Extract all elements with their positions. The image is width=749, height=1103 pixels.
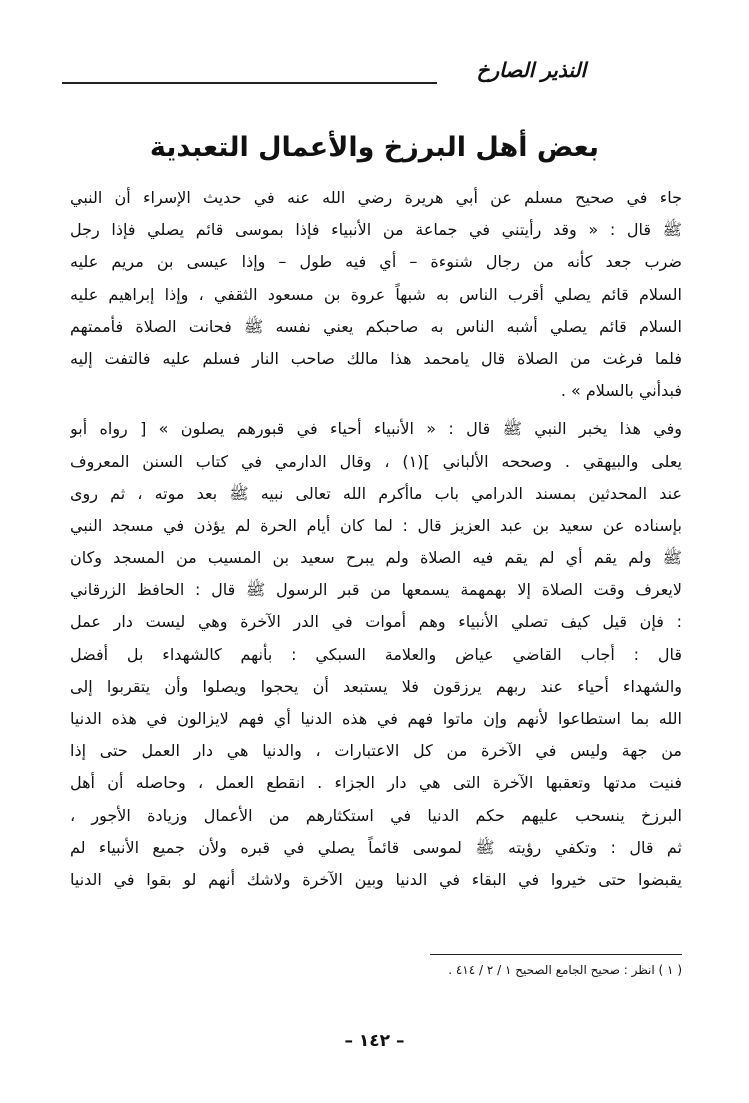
text-line: ثم قال : وتكفي رؤيته ﷺ لموسى قائماً يصلي في قبره ولأن جميع الأنبياء لم (70, 837, 682, 857)
text-line: ﷺ ولم يقم أي لم يقم فيه الصلاة ولم يبرح سعيد بن المسيب من المسجد وكان (70, 548, 682, 568)
text-line: يقبضوا حتى خيروا في البقاء في الدنيا وبين الآخرة ولاشك أنهم لو بقوا في الدنيا (70, 869, 682, 889)
text-line: السلام قائم يصلي أقرب الناس به شبهاً عروة بن مسعود الثقفي ، وإذا إبراهيم عليه (70, 284, 682, 304)
running-header (62, 58, 682, 92)
text-line: فنيت مدتها وتعقبها الآخرة التى هي دار الجزاء . انقطع العمل ، وحاصله أن أهل (70, 773, 682, 793)
text-line: ضرب جعد كأنه من رجال شنوءة – أي فيه طول – وإذا عيسى بن مريم عليه (70, 252, 682, 272)
text-line: قال : أجاب القاضي عياض والعلامة السبكي : بأنهم كالشهداء بل أفضل (70, 644, 682, 664)
header-rule (62, 82, 437, 84)
footnote: ( ١ ) انظر : صحيح الجامع الصحيح ١ / ٢ / ٤١٤ . (448, 963, 682, 977)
text-line: : فإن قيل كيف تصلي الأنبياء وهم أموات في الدر الآخرة وهي ليست دار عمل (70, 612, 682, 632)
text-line: الله بما استطاعوا لأنهم وإن ماتوا فهم في هذه الدنيا أي فهم لايزالون في هذه الدنيا (70, 709, 682, 728)
text-line: جاء في صحيح مسلم عن أبي هريرة رضي الله عنه في حديث الإسراء أن النبي (70, 188, 682, 207)
text-line: فبدأني بالسلام » . (560, 381, 682, 401)
text-line: عند المحدثين بمسند الدرامي باب ماأكرم الله تعالى نبيه ﷺ بعد موته ، ثم روى (70, 483, 682, 503)
page-number: – ١٤٢ – (344, 1031, 405, 1051)
running-header-title: النذير الصارخ (476, 58, 586, 82)
text-line: ﷺ قال : « وقد رأيتني في جماعة من الأنبياء فإذا بموسى قائم يصلي فإذا رجل (70, 220, 682, 240)
text-line: البرزخ ينسحب عليهم حكم الدنيا في استكثارهم من الأعمال وزيادة الأجور ، (70, 805, 682, 825)
text-line: وفي هذا يخبر النبي ﷺ قال : « الأنبياء أحياء في قبورهم يصلون » [ رواه أبو (70, 419, 682, 439)
text-line: من جهة وليس في الآخرة من كل الاعتبارات ، والدنيا هي دار العمل حتى إذا (70, 741, 682, 761)
text-line: السلام قائم يصلي أشبه الناس به صاحبكم يعني نفسه ﷺ فحانت الصلاة فأممتهم (70, 316, 682, 336)
text-line: بإسناده عن سعيد بن عبد العزيز قال : لما كان أيام الحرة لم يؤذن في مسجد النبي (70, 515, 682, 535)
text-line: والشهداء أحياء عند ربهم يرزقون فلا يستبعد أن يحجوا ويصلوا وأن يتقربوا إلى (70, 676, 682, 696)
text-line: لايعرف وقت الصلاة إلا بهمهمة يسمعها من قبر الرسول ﷺ قال : الحافظ الزرقاني (70, 580, 682, 600)
text-line: يعلى والبيهقي . وصححه الألباني ](١) ، وقال الدارمي في كتاب السنن المعروف (70, 451, 682, 471)
footnote-rule (430, 954, 682, 955)
text-line: فلما فرغت من الصلاة قال يامحمد هذا مالك صاحب النار فسلم عليه فالتفت إليه (70, 348, 682, 368)
chapter-title: بعض أهل البرزخ والأعمال التعبدية (149, 132, 600, 163)
body-text (70, 182, 682, 896)
